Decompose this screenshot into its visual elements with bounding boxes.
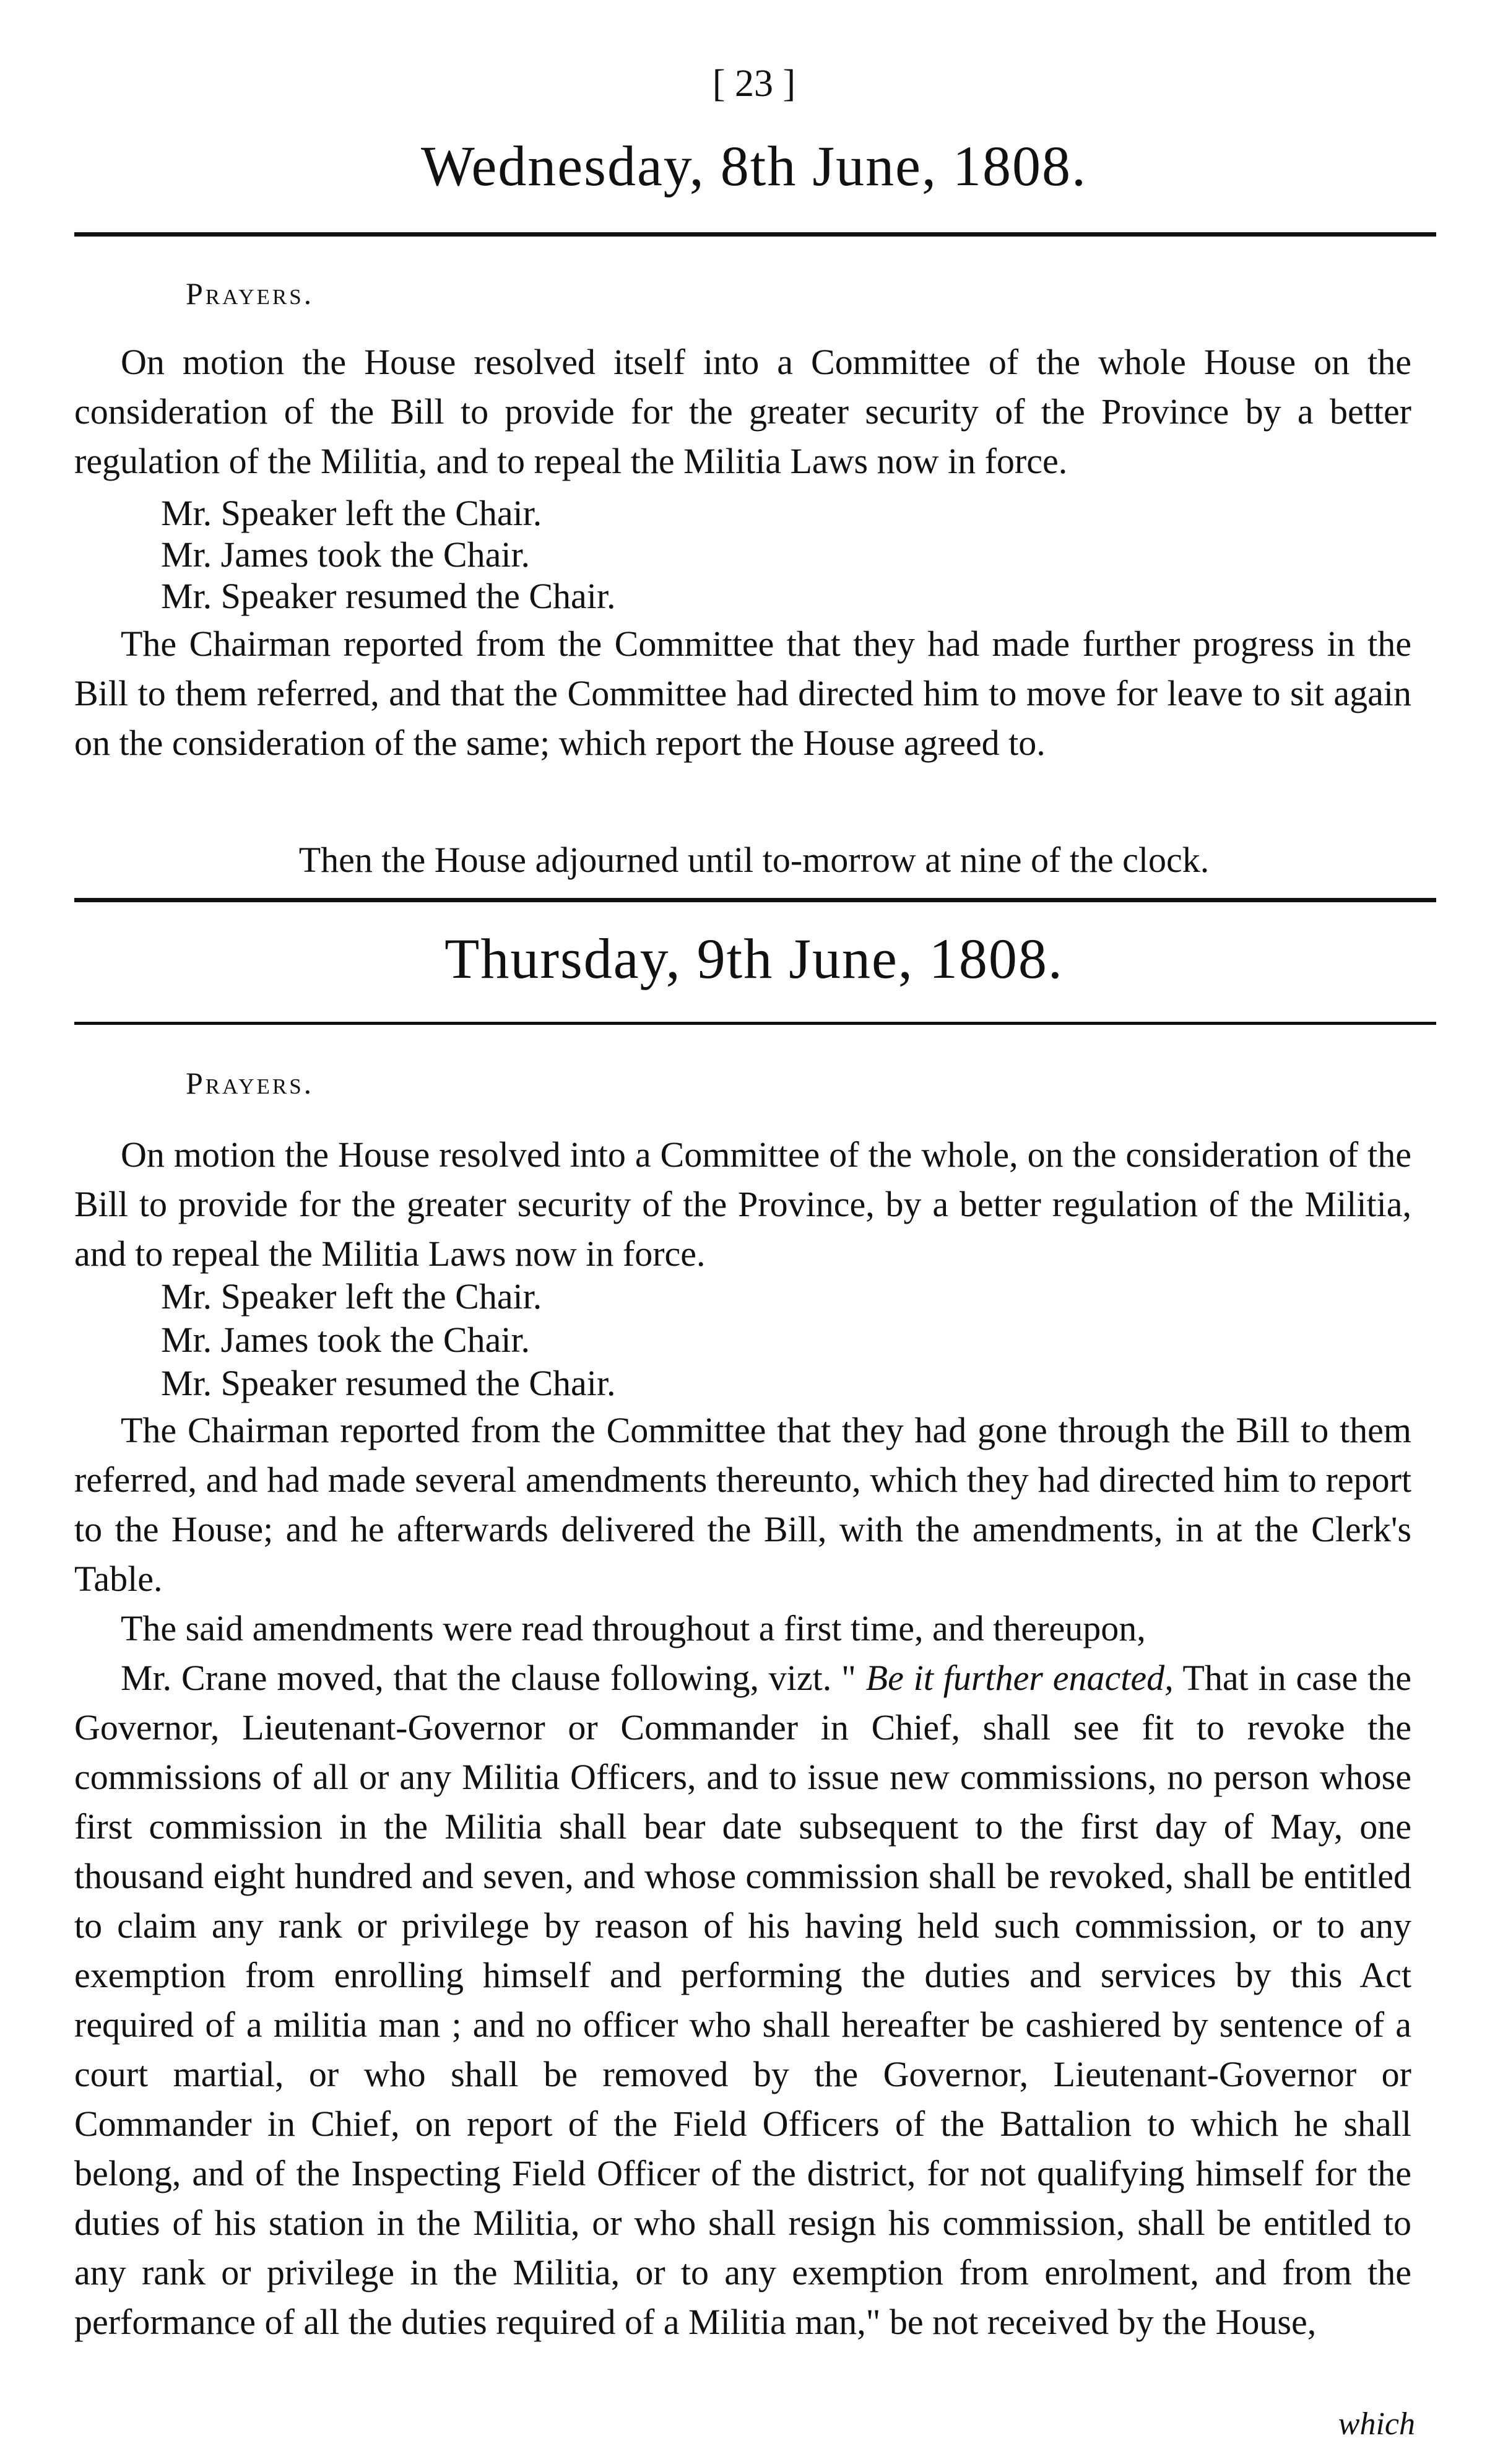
rule-divider-3	[74, 1022, 1436, 1025]
rule-divider-2	[74, 898, 1436, 902]
speaker-resumed-line-1: Mr. Speaker resumed the Chair.	[161, 576, 616, 616]
paragraph-crane-motion	[74, 1653, 1411, 2347]
adjournment-line: Then the House adjourned until to-morrow at nine of the clock.	[298, 840, 1210, 880]
speaker-resumed-line-2: Mr. Speaker resumed the Chair.	[161, 1363, 616, 1403]
speaker-left-line-2: Mr. Speaker left the Chair.	[161, 1276, 542, 1317]
enacting-phrase: Be it further enacted,	[865, 1658, 1174, 1698]
crane-motion-lead: Mr. Crane moved, that the clause following, vizt. "	[121, 1658, 866, 1698]
paragraph-amendments-read: The said amendments were read throughout a first time, and thereupon,	[121, 1608, 1146, 1648]
day-heading-thursday: Thursday, 9th June, 1808.	[444, 927, 1064, 990]
prayers-label-1: Prayers.	[186, 276, 314, 311]
paragraph-report-1: The Chairman reported from the Committee that they had made further progress in the Bill to them referred, and that the Committee had directed him to move for leave to sit again on the consideration of the same; which report the House agreed to.	[74, 624, 1411, 763]
crane-motion-clause: That in case the Governor, Lieutenant-Governor or Commander in Chief, shall see fit to revoke the commissions of all or any Militia Officers, and to issue new commissions, no person whose first commission in the Militia shall bear date subsequent to the first day of May, one thousand eight hundred and seven, and whose commission shall be revoked, shall be entitled to claim any rank or privilege by reason of his having held such commission, or to any exemption from enrolling himself and performing the duties and services by this Act required of a militia man ; and no officer who shall hereafter be cashiered by sentence of a court martial, or who shall be removed by the Governor, Lieutenant-Governor or Commander in Chief, on report of the Field Officers of the Battalion to which he shall belong, and of the Inspecting Field Officer of the district, for not qualifying himself for the duties of his station in the Militia, or who shall resign his commission, shall be entitled to any rank or privilege in the Militia, or to any exemption from enrolment, and from the performance of all the duties required of a Militia man," be not received by the House,	[74, 1658, 1412, 2342]
paragraph-motion-2: On motion the House resolved into a Committee of the whole, on the consideration of the Bill to provide for the greater security of the Province, by a better regulation of the Militia, and to repeal the Militia Laws now in force.	[74, 1134, 1411, 1274]
paragraph-motion-1: On motion the House resolved itself into a Committee of the whole House on the consideration of the Bill to provide for the greater security of the Province by a better regulation of the Militia, and to repeal the Militia Laws now in force.	[74, 342, 1411, 481]
james-took-line-2: Mr. James took the Chair.	[161, 1320, 531, 1360]
paragraph-report-2: The Chairman reported from the Committee that they had gone through the Bill to them referred, and had made several amendments thereunto, which they had directed him to report to the House; and he afterwards delivered the Bill, with the amendments, in at the Clerk's Table.	[74, 1410, 1411, 1599]
speaker-left-line-1: Mr. Speaker left the Chair.	[161, 493, 542, 533]
prayers-label-2: Prayers.	[186, 1066, 314, 1100]
page-number: [ 23 ]	[712, 63, 796, 105]
day-heading-wednesday: Wednesday, 8th June, 1808.	[421, 134, 1087, 198]
rule-divider-1	[74, 232, 1436, 237]
james-took-line-1: Mr. James took the Chair.	[161, 534, 531, 575]
catchword: which	[1338, 2406, 1415, 2442]
